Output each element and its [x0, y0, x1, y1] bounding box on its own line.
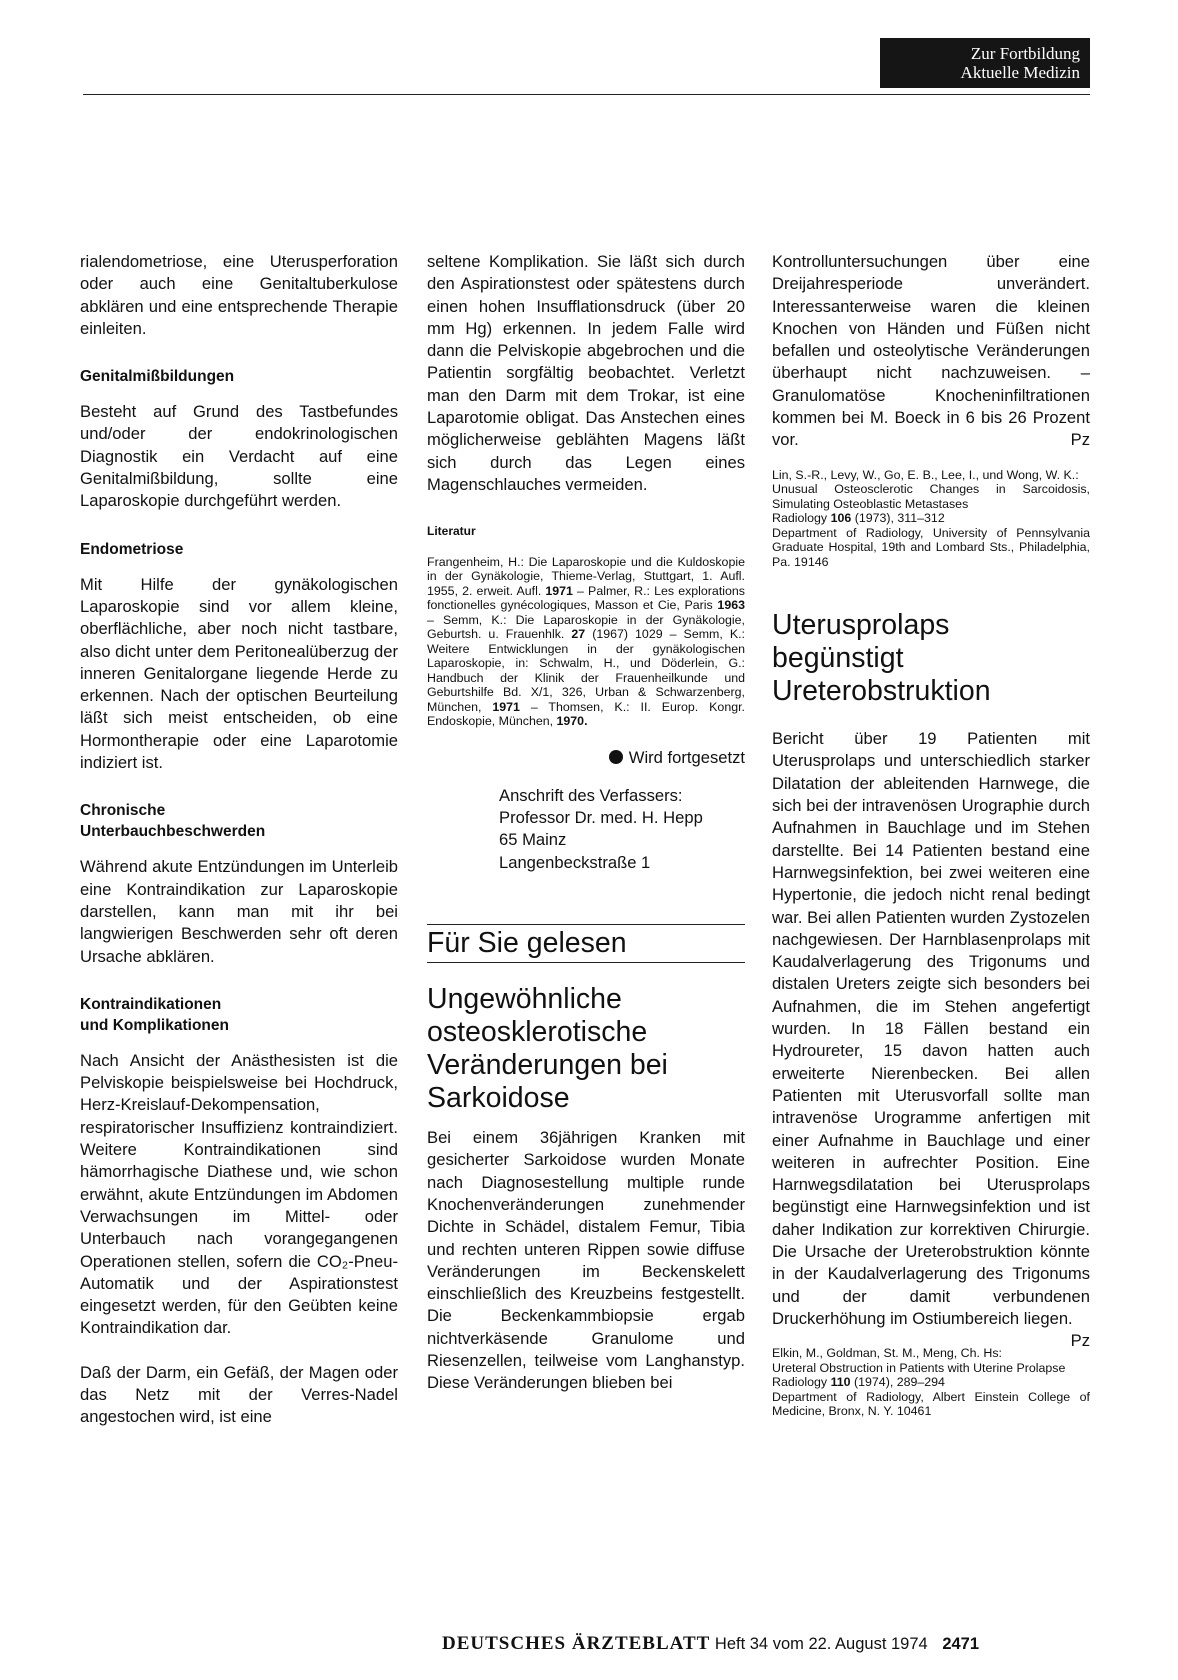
- paragraph: Nach Ansicht der Anästhesisten ist die Pelviskopie beispielsweise bei Hochdruck, Herz-Kreislauf-Dekompensation, respiratorischer Insuffizienz kontraindiziert. Weitere Kontraindikationen sind hämorrhagische Diathese und, wie schon erwähnt, akute Entzündungen im Abdomen Verwachsungen im Mittel- oder Unterbauch nach vorangegangenen Operationen stellen, sofern die CO₂-Pneu-Automatik und der Aspirationstest eingesetzt werden, für den Geübten keine Kontraindikation dar.: [80, 1050, 398, 1338]
- paragraph: Mit Hilfe der gynäkologischen Laparoskopie sind vor allem kleine, oberflächliche, aber noch nicht tastbare, also dicht unter dem Peritonealüberzug der inneren Genitalorgane liegende Herde zu erkennen. Nach der optischen Beurteilung läßt sich meist entscheiden, ob eine Hormontherapie oder eine Laparotomie indiziert ist.: [80, 574, 398, 773]
- header-rule: [83, 94, 1090, 95]
- subheading: Chronische: [80, 802, 166, 820]
- author-address: Anschrift des Verfassers: Professor Dr. med. H. Hepp 65 Mainz Langenbeckstraße 1: [499, 785, 703, 872]
- paragraph: Bei einem 36jährigen Kranken mit gesicherter Sarkoidose wurden Monate nach Diagnosestellung multiple runde Knochenveränderungen zunehmender Dichte in Schädel, distalem Femur, Tibia und rechten unteren Rippen sowie diffuse Veränderungen im Beckenskelett einschließlich des Kreuzbeins festgestellt. Die Beckenkammbiopsie ergab nichtverkäsende Granulome und Riesenzellen, teilweise vom Langhanstyp. Diese Veränderungen blieben bei: [427, 1128, 745, 1393]
- article-title: Ungewöhnliche osteosklerotische Veränderungen bei Sarkoidose: [427, 983, 668, 1115]
- subheading: Genitalmißbildungen: [80, 368, 235, 386]
- author-initials: Pz: [1070, 1331, 1090, 1351]
- subheading: Kontraindikationen: [80, 995, 222, 1013]
- paragraph: Kontrolluntersuchungen über eine Dreijahresperiode unverändert. Interessanterweise waren die kleinen Knochen von Händen und Füßen nicht befallen und osteolytische Veränderungen überhaupt nicht nachzuweisen. – Granulomatöse Knocheninfiltrationen kommen bei M. Boeck in 6 bis 26 Prozent vor. Pz: [772, 251, 1090, 452]
- column-1: [80, 251, 398, 1429]
- paragraph: Während akute Entzündungen im Unterleib eine Kontraindikation zur Laparoskopie darstellen, kann man mit ihr bei langwierigen Beschwerden sehr oft deren Ursache abklären.: [80, 857, 398, 966]
- page-number: 2471: [942, 1635, 980, 1653]
- paragraph: Daß der Darm, ein Gefäß, der Magen oder das Netz mit der Verres-Nadel angestochen wird, ist eine: [80, 1362, 398, 1427]
- paragraph: seltene Komplikation. Sie läßt sich durch den Aspirationstest oder spätestens durch einen hohen Insufflationsdruck (über 20 mm Hg) erkennen. In jedem Falle wird dann die Pelviskopie abgebrochen und die Patientin sorgfältig beobachtet. Verletzt man den Darm mit dem Trokar, ist eine Laparotomie obligat. Das Anstechen eines möglicherweise geblähten Magens läßt sich durch das Legen eines Magenschlauches vermeiden.: [427, 252, 745, 494]
- subheading: Unterbauchbeschwerden: [80, 823, 266, 841]
- author-initials: Pz: [1070, 430, 1090, 450]
- header-line-2: Aktuelle Medizin: [960, 63, 1080, 82]
- subheading: und Komplikationen: [80, 1016, 229, 1034]
- paragraph: rialendometriose, eine Uterusperforation oder auch eine Genitaltuberkulose abklären und eine entsprechende Therapie einleiten.: [80, 252, 398, 338]
- section-title: Für Sie gelesen: [427, 927, 627, 960]
- literature-heading: Literatur: [427, 524, 476, 539]
- header-line-1: Zur Fortbildung: [970, 44, 1080, 63]
- continued-note: Wird fortgesetzt: [427, 747, 745, 769]
- literature-list: Frangenheim, H.: Die Laparoskopie und die Kuldoskopie in der Gynäkologie, Thieme-Verlag, Stuttgart, 1. Aufl. 1955, 2. erweit. Aufl. 1971 – Palmer, R.: Les explorations fonctionelles gynécologiques, Masson et Cie, Paris 1963 – Semm, K.: Die Laparoskopie in der Gynäkologie, Geburtsh. u. Frauenhlk. 27 (1967) 1029 – Semm, K.: Weitere Entwicklungen in der gynäkologischen Laparoskopie, in: Schwalm, H., und Döderlein, G.: Handbuch der Klinik der Frauenheilkunde und Geburtshilfe Bd. X/1, 326, Urban & Schwarzenberg, München, 1971 – Thomsen, K.: II. Europ. Kongr. Endoskopie, München, 1970.: [427, 554, 746, 729]
- reference: Lin, S.-R., Levy, W., Go, E. B., Lee, I., und Wong, W. K.: Unusual Osteosclerotic Changes in Sarcoidosis, Simulating Osteoblastic Metastases Radiology 106 (1973), 311–312 Department of Radiology, University of Pennsylvania Graduate Hospital, 19th and Lombard Sts., Philadelphia, Pa. 19146: [772, 467, 1090, 569]
- page-footer: [442, 1633, 1092, 1655]
- article-title: Uterusprolaps begünstigt Ureterobstruktion: [772, 609, 991, 708]
- issue-info: Heft 34 vom 22. August 1974: [714, 1635, 928, 1653]
- reference: Elkin, M., Goldman, St. M., Meng, Ch. Hs: Ureteral Obstruction in Patients with Uterine Prolapse Radiology 110 (1974), 289–294 Department of Radiology, Albert Einstein College of Medicine, Bronx, N. Y. 10461: [772, 1346, 1090, 1419]
- bullet-dot-icon: [609, 750, 623, 764]
- journal-name: DEUTSCHES ÄRZTEBLATT: [442, 1633, 711, 1654]
- subheading: Endometriose: [80, 540, 184, 558]
- section-header-box: [880, 38, 1090, 88]
- column-2: [427, 251, 745, 1395]
- paragraph: Besteht auf Grund des Tastbefundes und/oder der endokrinologischen Diagnostik ein Verdacht auf eine Genitalmißbildung, sollte eine Laparoskopie durchgeführt werden.: [80, 402, 398, 511]
- paragraph: Bericht über 19 Patienten mit Uterusprolaps und unterschiedlich starker Dilatation der ableitenden Harnwege, die sich bei der intravenösen Urographie durch Aufnahmen in Bauchlage und im Stehen darstellte. Bei 14 Patienten bestand eine Harnwegsinfektion, bei zwei weiteren eine Hypertonie, die jedoch nicht renal bedingt war. Bei allen Patienten wurden Zystozelen nachgewiesen. Der Harnblasenprolaps mit Kaudalverlagerung des Trigonums und distalen Ureters zeigte sich besonders bei Aufnahmen, die im Stehen angefertigt wurden. In 18 Fällen bestand ein Hydroureter, 15 davon hatten auch erweiterte Nierenbecken. Bei allen Patienten mit Uterusvorfall sollte man intravenöse Urogramme anfertigen mit einer Aufnahme in Bauchlage und einer weiteren in aufrechter Position. Eine Harnwegsdilatation bei Uterusprolaps begünstigt eine Harnwegsinfektion und ist daher Indikation zur korrektiven Chirurgie. Die Ursache der Ureterobstruktion könnte in der Kaudalverlagerung des Trigonums und der damit verbundenen Druckerhöhung im Ostiumbereich liegen. Pz: [772, 728, 1090, 1330]
- column-3: [772, 251, 1090, 1419]
